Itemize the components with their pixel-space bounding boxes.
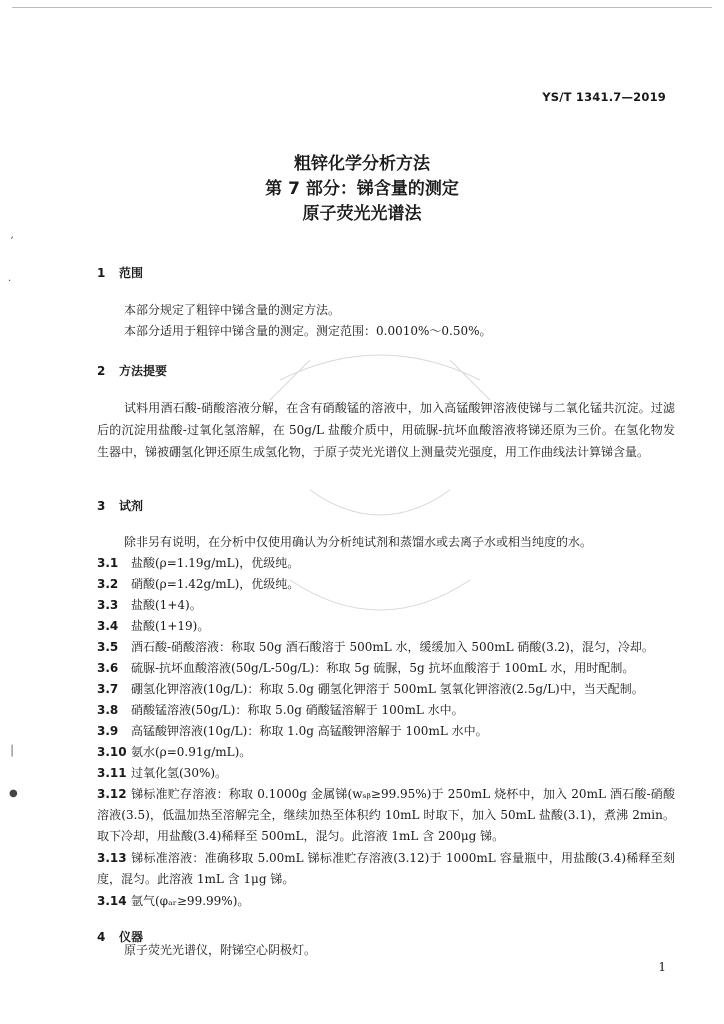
instrument-paragraph: 原子荧光光谱仪，附锑空心阴极灯。 [124, 943, 317, 957]
scope-paragraph-1: 本部分规定了粗锌中锑含量的测定方法。 [124, 303, 341, 317]
reagent-item [97, 784, 675, 847]
margin-mark: │ [9, 746, 16, 757]
reagent-item [97, 891, 675, 912]
reagent-item [97, 742, 675, 763]
reagent-text: 硼氢化钾溶液(10g/L)：称取 5.0g 硼氢化钾溶于 500mL 氢氧化钾溶液(2.5g/L)中，当天配制。 [131, 682, 644, 696]
reagent-number: 3.10 [97, 745, 127, 759]
reagent-number: 3.6 [97, 661, 119, 675]
reagents-intro: 除非另有说明，在分析中仅使用确认为分析纯试剂和蒸馏水或去离子水或相当纯度的水。 [124, 535, 593, 549]
reagent-number: 3.9 [97, 724, 119, 738]
margin-mark: · [8, 276, 12, 287]
reagent-number: 3.7 [97, 682, 119, 696]
method-paragraph: 试料用酒石酸-硝酸溶液分解，在含有硝酸锰的溶液中，加入高锰酸钾溶液使锑与二氧化锰共沉淀。过滤后的沉淀用盐酸-过氧化氢溶解，在 50g/L 盐酸介质中，用硫脲-抗坏血酸溶液将锑还原为三价。在氢化物发生器中，锑被硼氢化钾还原生成氢化物，于原子荧光光谱仪上测量荧光强度，用工作曲线法计算锑含量。 [97, 401, 675, 459]
reagent-text: 氩气(φₐᵣ≥99.99%)。 [131, 894, 250, 908]
reagent-text: 锑标准贮存溶液：称取 0.1000g 金属锑(wₛᵦ≥99.95%)于 250mL 烧杯中，加入 20mL 酒石酸-硝酸溶液(3.5)，低温加热至溶解完全，继续加热至体积约 10mL 时取下，加入 50mL 盐酸(3.1)，煮沸 2min。取下冷却，用盐酸(3.4)稀释至 500mL，混匀。此溶液 1mL 含 200μg 锑。 [97, 787, 675, 843]
reagent-text: 氨水(ρ=0.91g/mL)。 [131, 745, 252, 759]
page-number: 1 [658, 960, 666, 974]
reagent-text: 盐酸(1+4)。 [131, 598, 202, 612]
reagent-text: 硝酸(ρ=1.42g/mL)，优级纯。 [131, 577, 300, 591]
reagent-text: 酒石酸-硝酸溶液：称取 50g 酒石酸溶于 500mL 水，缓缓加入 500mL 硝酸(3.2)，混匀，冷却。 [131, 640, 654, 654]
section-number: 3 [97, 499, 106, 513]
reagent-number: 3.1 [97, 556, 119, 570]
section-number: 2 [97, 364, 106, 378]
reagent-item [97, 553, 675, 574]
reagent-text: 硫脲-抗坏血酸溶液(50g/L-50g/L)：称取 5g 硫脲，5g 抗坏血酸溶于 100mL 水，用时配制。 [131, 661, 635, 675]
reagent-text: 过氧化氢(30%)。 [131, 766, 228, 780]
reagent-number: 3.4 [97, 619, 119, 633]
section-number: 4 [97, 930, 106, 944]
reagent-number: 3.5 [97, 640, 119, 654]
margin-mark: ● [9, 788, 18, 799]
reagent-item [97, 637, 675, 658]
standard-code: YS/T 1341.7—2019 [542, 90, 666, 104]
section-title: 范围 [119, 266, 144, 280]
margin-mark: ʼ [10, 236, 14, 247]
reagent-number: 3.12 [97, 787, 127, 801]
reagent-text: 高锰酸钾溶液(10g/L)：称取 1.0g 高锰酸钾溶解于 100mL 水中。 [131, 724, 488, 738]
reagent-item [97, 616, 675, 637]
title-line-2: 第 7 部分：锑含量的测定 [265, 179, 459, 199]
reagent-text: 盐酸(ρ=1.19g/mL)，优级纯。 [131, 556, 300, 570]
section-number: 1 [97, 266, 106, 280]
section-heading-method [97, 362, 167, 379]
scope-paragraph-2: 本部分适用于粗锌中锑含量的测定。测定范围：0.0010%～0.50%。 [124, 324, 492, 338]
reagent-item [97, 721, 675, 742]
reagent-number: 3.14 [97, 894, 127, 908]
reagent-text: 锑标准溶液：准确移取 5.00mL 锑标准贮存溶液(3.12)于 1000mL 容量瓶中，用盐酸(3.4)稀释至刻度，混匀。此溶液 1mL 含 1μg 锑。 [97, 851, 675, 886]
reagent-item [97, 763, 675, 784]
reagent-item [97, 574, 675, 595]
reagent-text: 盐酸(1+19)。 [131, 619, 210, 633]
reagent-number: 3.3 [97, 598, 119, 612]
reagent-item [97, 848, 675, 890]
reagent-number: 3.11 [97, 766, 127, 780]
reagent-item [97, 679, 675, 700]
section-title: 仪器 [119, 930, 144, 944]
reagent-item [97, 595, 675, 616]
section-title: 试剂 [119, 499, 144, 513]
reagent-item [97, 700, 675, 721]
reagent-number: 3.13 [97, 851, 127, 865]
top-rule [12, 7, 712, 8]
reagent-number: 3.2 [97, 577, 119, 591]
reagent-item [97, 658, 675, 679]
section-heading-scope [97, 264, 143, 281]
title-line-1: 粗锌化学分析方法 [294, 154, 430, 174]
reagent-text: 硝酸锰溶液(50g/L)：称取 5.0g 硝酸锰溶解于 100mL 水中。 [131, 703, 464, 717]
reagent-number: 3.8 [97, 703, 119, 717]
section-title: 方法提要 [119, 364, 168, 378]
title-line-3: 原子荧光光谱法 [302, 204, 422, 224]
section-heading-reagents [97, 497, 143, 514]
